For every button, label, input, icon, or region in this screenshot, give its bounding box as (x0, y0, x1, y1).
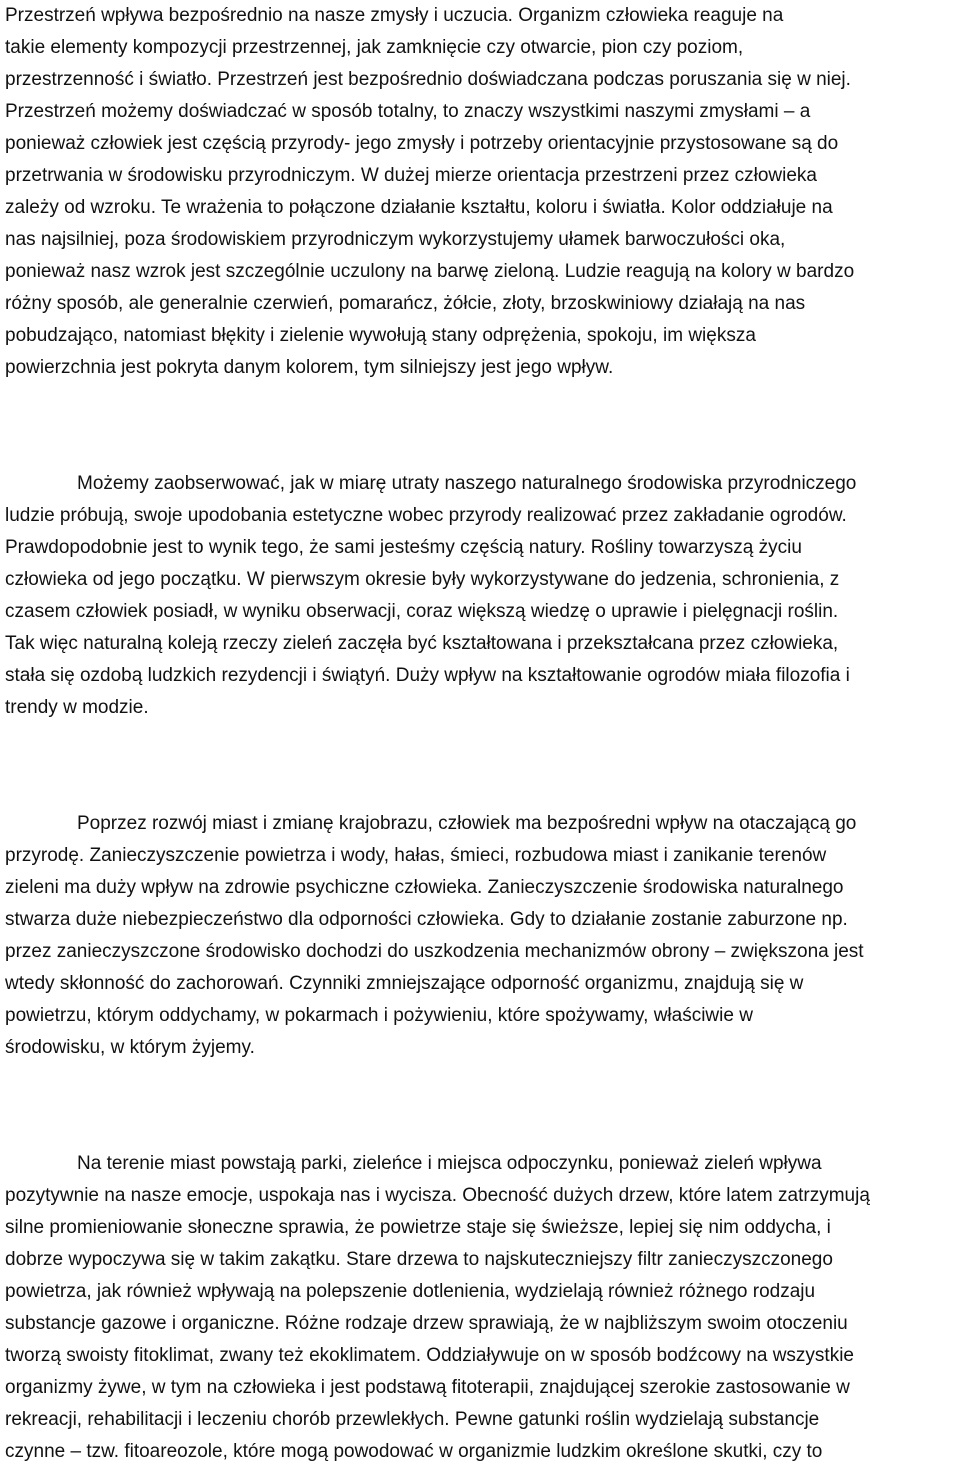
text-line: powietrzu, którym oddychamy, w pokarmach i pożywieniu, które spożywamy, właściwie w (5, 1005, 753, 1026)
paragraph-3 (5, 808, 955, 1064)
text-line: ponieważ człowiek jest częścią przyrody- jego zmysły i potrzeby orientacyjnie przystosowane są do (5, 133, 839, 154)
text-line: przyrodę. Zanieczyszczenie powietrza i wody, hałas, śmieci, rozbudowa miast i zanikanie terenów (5, 845, 827, 866)
text-line: Przestrzeń wpływa bezpośrednio na nasze zmysły i uczucia. Organizm człowieka reaguje na (5, 5, 784, 26)
paragraph-spacer (5, 724, 955, 808)
text-line: przestrzenność i światło. Przestrzeń jest bezpośrednio doświadczana podczas poruszania się w niej. (5, 69, 851, 90)
text-line: trendy w modzie. (5, 697, 149, 718)
text-line: rekreacji, rehabilitacji i leczeniu chorób przewlekłych. Pewne gatunki roślin wydzielają substancje (5, 1409, 820, 1430)
text-line: stała się ozdobą ludzkich rezydencji i świątyń. Duży wpływ na kształtowanie ogrodów miała filozofia i (5, 665, 850, 686)
text-line: takie elementy kompozycji przestrzennej, jak zamknięcie czy otwarcie, pion czy poziom, (5, 37, 744, 58)
paragraph-spacer (5, 384, 955, 468)
text-line: ponieważ nasz wzrok jest szczególnie uczulony na barwę zieloną. Ludzie reagują na kolory w bardzo (5, 261, 855, 282)
text-line: zieleni ma duży wpływ na zdrowie psychiczne człowieka. Zanieczyszczenie środowiska naturalnego (5, 877, 844, 898)
text-line: substancje gazowe i organiczne. Różne rodzaje drzew sprawiają, że w najbliższym swoim otoczeniu (5, 1313, 848, 1334)
text-line: Tak więc naturalną koleją rzeczy zieleń zaczęła być kształtowana i przekształcana przez człowieka, (5, 633, 839, 654)
text-line: czynne – tzw. fitoareozole, które mogą powodować w organizmie ludzkim określone skutki, czy to (5, 1441, 823, 1462)
text-line: powietrza, jak również wpływają na polepszenie dotlenienia, wydzielają również różnego rodzaju (5, 1281, 816, 1302)
text-line: Możemy zaobserwować, jak w miarę utraty naszego naturalnego środowiska przyrodniczego (77, 473, 857, 494)
text-line: zależy od wzroku. Te wrażenia to połączone działanie kształtu, koloru i światła. Kolor oddziałuje na (5, 197, 833, 218)
text-line: Prawdopodobnie jest to wynik tego, że sami jesteśmy częścią natury. Rośliny towarzyszą życiu (5, 537, 802, 558)
text-line: powierzchnia jest pokryta danym kolorem, tym silniejszy jest jego wpływ. (5, 357, 614, 378)
text-line: czasem człowiek posiadł, w wyniku obserwacji, coraz większą wiedzę o uprawie i pielęgnacji roślin. (5, 601, 839, 622)
paragraph-4 (5, 1148, 955, 1468)
text-line: silne promieniowanie słoneczne sprawia, że powietrze staje się świeższe, lepiej się nim oddycha, i (5, 1217, 831, 1238)
text-line: środowisku, w którym żyjemy. (5, 1037, 255, 1058)
text-line: różny sposób, ale generalnie czerwień, pomarańcz, żółcie, złoty, brzoskwiniowy działają na nas (5, 293, 806, 314)
text-line: tworzą swoisty fitoklimat, zwany też ekoklimatem. Oddziaływuje on w sposób bodźcowy na wszystkie (5, 1345, 854, 1366)
text-line: Na terenie miast powstają parki, zieleńce i miejsca odpoczynku, ponieważ zieleń wpływa (77, 1153, 822, 1174)
text-line: dobrze wypoczywa się w takim zakątku. Stare drzewa to najskuteczniejszy filtr zanieczyszczonego (5, 1249, 833, 1270)
text-line: stwarza duże niebezpieczeństwo dla odporności człowieka. Gdy to działanie zostanie zaburzone np. (5, 909, 848, 930)
paragraph-1 (5, 0, 955, 384)
text-line: Przestrzeń możemy doświadczać w sposób totalny, to znaczy wszystkimi naszymi zmysłami – a (5, 101, 811, 122)
paragraph-2 (5, 468, 955, 724)
document-page (5, 0, 955, 1468)
text-line: przetrwania w środowisku przyrodniczym. W dużej mierze orientacja przestrzeni przez człowieka (5, 165, 817, 186)
text-line: organizmy żywe, w tym na człowieka i jest podstawą fitoterapii, znajdującej szerokie zastosowanie w (5, 1377, 850, 1398)
text-line: przez zanieczyszczone środowisko dochodzi do uszkodzenia mechanizmów obrony – zwiększona jest (5, 941, 864, 962)
text-line: wtedy skłonność do zachorowań. Czynniki zmniejszające odporność organizmu, znajdują się w (5, 973, 804, 994)
text-line: ludzie próbują, swoje upodobania estetyczne wobec przyrody realizować przez zakładanie ogrodów. (5, 505, 847, 526)
text-line: pozytywnie na nasze emocje, uspokaja nas i wycisza. Obecność dużych drzew, które latem zatrzymują (5, 1185, 870, 1206)
text-line: pobudzająco, natomiast błękity i zielenie wywołują stany odprężenia, spokoju, im większa (5, 325, 756, 346)
paragraph-spacer (5, 1064, 955, 1148)
text-line: nas najsilniej, poza środowiskiem przyrodniczym wykorzystujemy ułamek barwoczułości oka, (5, 229, 786, 250)
text-line: człowieka od jego początku. W pierwszym okresie były wykorzystywane do jedzenia, schronienia, z (5, 569, 840, 590)
text-line: Poprzez rozwój miast i zmianę krajobrazu, człowiek ma bezpośredni wpływ na otaczającą go (77, 813, 857, 834)
